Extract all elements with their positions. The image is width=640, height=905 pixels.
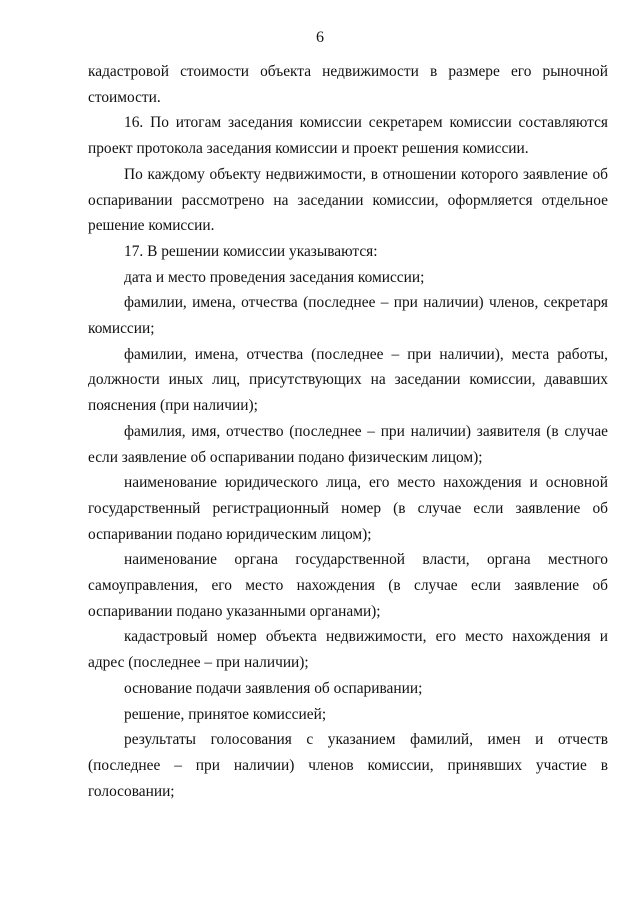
paragraph-continuation: кадастровой стоимости объекта недвижимости в размере его рыночной стоимости. xyxy=(88,63,608,106)
document-body xyxy=(88,59,608,804)
list-item-voting-results: результаты голосования с указанием фамилий, имен и отчеств (последнее – при наличии) членов комиссии, принявших участие в голосовании; xyxy=(88,731,608,800)
list-item-applicant-legal-entity: наименование юридического лица, его место нахождения и основной государственный регистрационный номер (в случае если заявление об оспаривании подано юридическим лицом); xyxy=(88,474,608,543)
list-item-applicant-authority: наименование органа государственной власти, органа местного самоуправления, его место нахождения (в случае если заявление об оспаривании подано указанными органами); xyxy=(88,551,608,620)
list-item-cadastral-number: кадастровый номер объекта недвижимости, его место нахождения и адрес (последнее – при наличии); xyxy=(88,628,608,672)
list-item-other-persons: фамилии, имена, отчества (последнее – при наличии), места работы, должности иных лиц, присутствующих на заседании комиссии, дававших пояснения (при наличии); xyxy=(88,345,608,415)
list-item-decision: решение, принятое комиссией; xyxy=(124,705,327,723)
list-item-grounds: основание подачи заявления об оспаривании; xyxy=(124,679,423,697)
paragraph-item-17: 17. В решении комиссии указываются: xyxy=(124,242,378,260)
paragraph-item-16: 16. По итогам заседания комиссии секретарем комиссии составляются проект протокола заседания комиссии и проект решения комиссии. xyxy=(88,114,608,158)
page-number: 6 xyxy=(316,29,324,46)
list-item-applicant-individual: фамилия, имя, отчество (последнее – при наличии) заявителя (в случае если заявление об оспаривании подано физическим лицом); xyxy=(88,422,608,466)
list-item-members: фамилии, имена, отчества (последнее – при наличии) членов, секретаря комиссии; xyxy=(88,294,608,338)
list-item-date-place: дата и место проведения заседания комиссии; xyxy=(124,268,425,286)
paragraph-separate-decision: По каждому объекту недвижимости, в отношении которого заявление об оспаривании рассмотрено на заседании комиссии, оформляется отдельное решение комиссии. xyxy=(88,165,608,235)
